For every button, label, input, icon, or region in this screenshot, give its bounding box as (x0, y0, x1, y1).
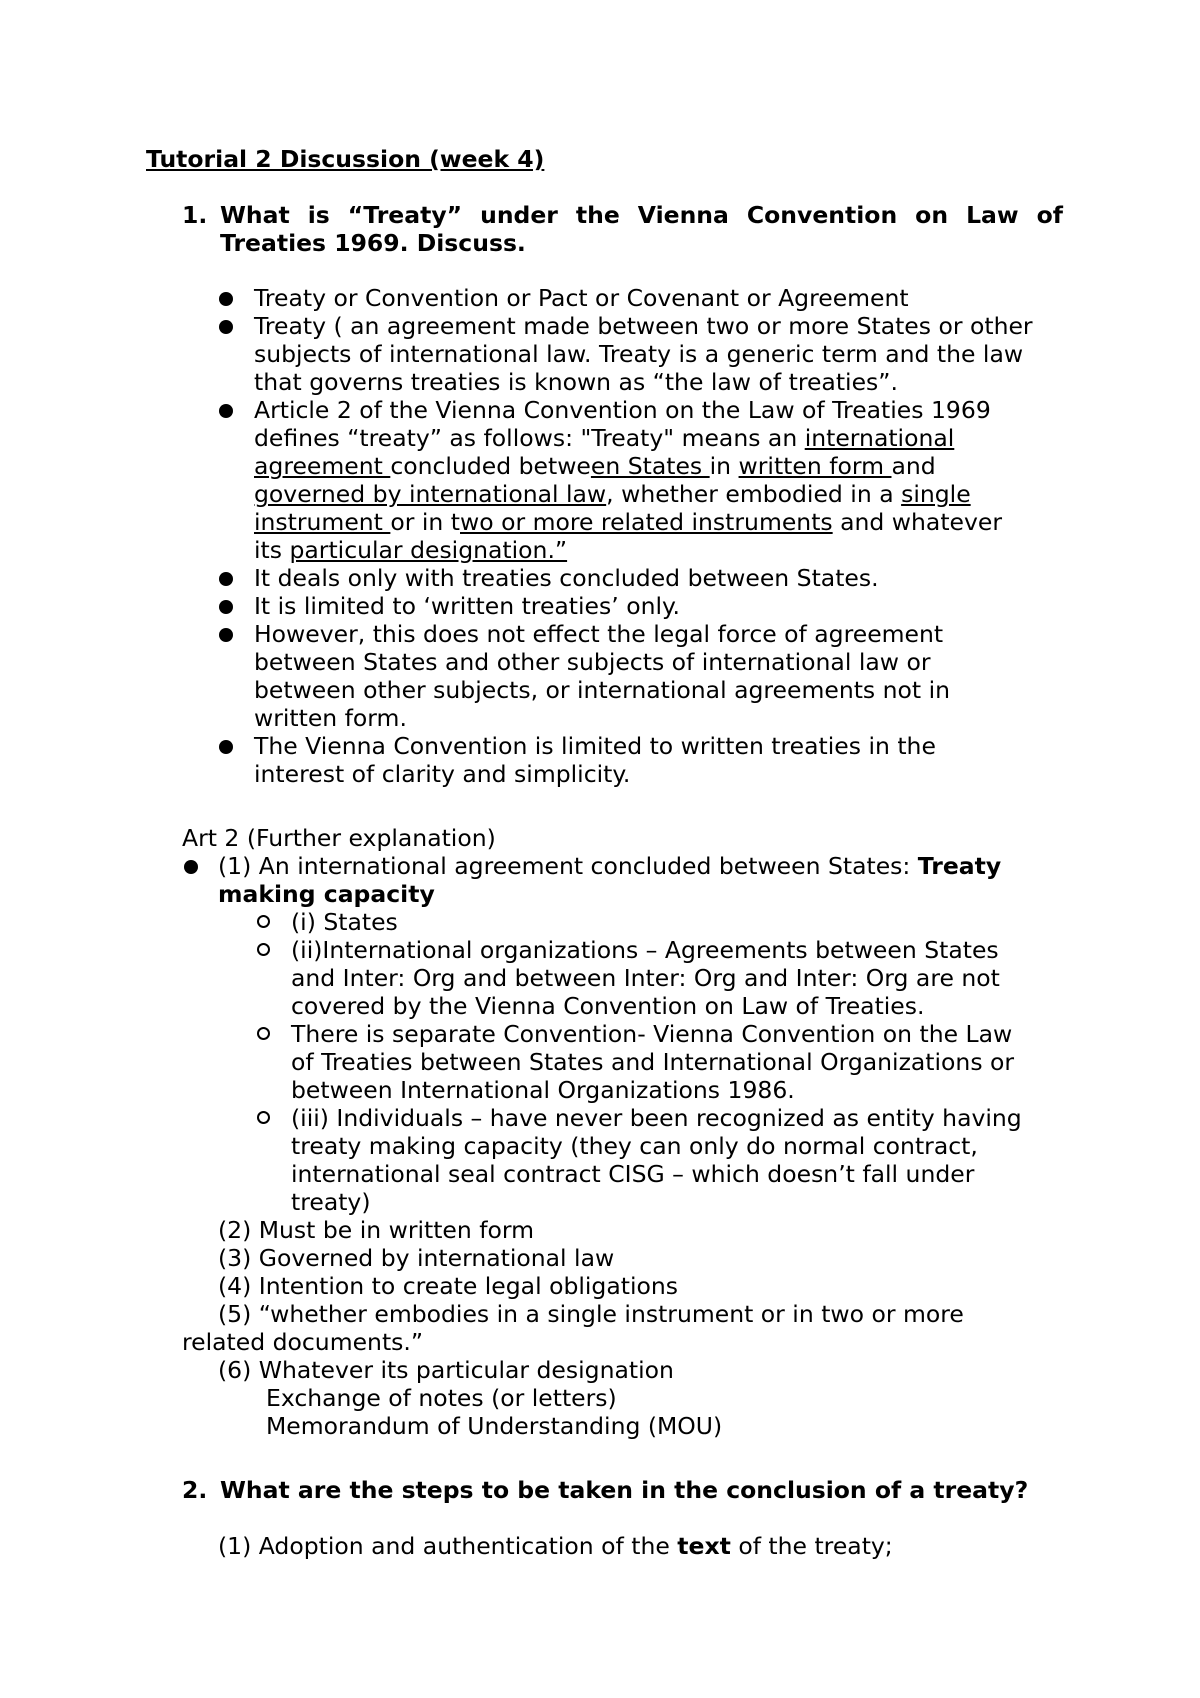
art2-sub-item: (iii) Individuals – have never been recognized as entity having (291, 1104, 1022, 1132)
bullet-item-continued: written form. (254, 704, 407, 732)
bullet-dot-icon (219, 628, 233, 642)
art2-point-3: (3) Governed by international law (218, 1244, 615, 1272)
bullet-item: Treaty or Convention or Pact or Covenant or Agreement (254, 284, 909, 312)
art2-point-2: (2) Must be in written form (218, 1216, 535, 1244)
bullet-item-continued: defines “treaty” as follows: "Treaty" means an international (254, 424, 955, 452)
bullet-dot-icon (219, 404, 233, 418)
art2-sub-item-continued: international seal contract CISG – which doesn’t fall under (291, 1160, 975, 1188)
bullet-dot-icon (219, 600, 233, 614)
art2-point-1: (1) An international agreement concluded between States: Treaty (218, 852, 1002, 880)
bullet-item-continued: agreement concluded between States in written form and (254, 452, 936, 480)
question-1-line-2: Treaties 1969. Discuss. (220, 229, 526, 257)
question-1-line-1: What is “Treaty” under the Vienna Convention on Law of (220, 201, 1063, 229)
bullet-dot-icon (219, 572, 233, 586)
bullet-item: However, this does not effect the legal force of agreement (254, 620, 944, 648)
art2-point-1-continued: making capacity (218, 880, 435, 908)
question-2-number: 2. (182, 1476, 208, 1504)
bullet-item-continued: instrument or in two or more related instruments and whatever (254, 508, 1003, 536)
bullet-dot-icon (219, 740, 233, 754)
art2-sub-item-continued: covered by the Vienna Convention on Law of Treaties. (291, 992, 925, 1020)
art2-point-6-example: Memorandum of Understanding (MOU) (266, 1412, 723, 1440)
bullet-item-continued: between other subjects, or international agreements not in (254, 676, 951, 704)
art2-sub-item: There is separate Convention- Vienna Convention on the Law (291, 1020, 1013, 1048)
bullet-item-continued: subjects of international law. Treaty is a generic term and the law (254, 340, 1024, 368)
bullet-item: It deals only with treaties concluded between States. (254, 564, 879, 592)
bullet-item: It is limited to ‘written treaties’ only. (254, 592, 681, 620)
bullet-dot-icon (184, 860, 198, 874)
bullet-item-continued: that governs treaties is known as “the law of treaties”. (254, 368, 898, 396)
bullet-ring-icon (257, 943, 270, 956)
art2-point-5-continued: related documents.” (182, 1328, 424, 1356)
bullet-item: Treaty ( an agreement made between two or more States or other (254, 312, 1033, 340)
art2-point-5: (5) “whether embodies in a single instrument or in two or more (218, 1300, 964, 1328)
question-2-text: What are the steps to be taken in the conclusion of a treaty? (220, 1476, 1029, 1504)
bullet-ring-icon (257, 915, 270, 928)
bullet-item-continued: its particular designation.” (254, 536, 568, 564)
document-title: Tutorial 2 Discussion (week 4) (146, 145, 545, 173)
art2-sub-item-continued: of Treaties between States and International Organizations or (291, 1048, 1015, 1076)
art2-point-4: (4) Intention to create legal obligations (218, 1272, 678, 1300)
question-2-step-1: (1) Adoption and authentication of the text of the treaty; (218, 1532, 893, 1560)
bullet-ring-icon (257, 1027, 270, 1040)
art2-sub-item: (ii)International organizations – Agreements between States (291, 936, 999, 964)
question-1-number: 1. (182, 201, 208, 229)
bullet-item: Article 2 of the Vienna Convention on the Law of Treaties 1969 (254, 396, 991, 424)
bullet-item: The Vienna Convention is limited to written treaties in the (254, 732, 936, 760)
art2-sub-item-continued: and Inter: Org and between Inter: Org and Inter: Org are not (291, 964, 1000, 992)
bullet-ring-icon (257, 1111, 270, 1124)
art2-point-6: (6) Whatever its particular designation (218, 1356, 674, 1384)
art2-point-6-example: Exchange of notes (or letters) (266, 1384, 617, 1412)
art2-sub-item-continued: treaty) (291, 1188, 371, 1216)
art2-sub-item: (i) States (291, 908, 398, 936)
bullet-dot-icon (219, 292, 233, 306)
art2-sub-item-continued: between International Organizations 1986. (291, 1076, 795, 1104)
bullet-item-continued: between States and other subjects of international law or (254, 648, 931, 676)
bullet-dot-icon (219, 320, 233, 334)
bullet-item-continued: governed by international law, whether embodied in a single (254, 480, 971, 508)
bullet-item-continued: interest of clarity and simplicity. (254, 760, 631, 788)
art2-sub-item-continued: treaty making capacity (they can only do normal contract, (291, 1132, 978, 1160)
art2-heading: Art 2 (Further explanation) (182, 824, 496, 852)
